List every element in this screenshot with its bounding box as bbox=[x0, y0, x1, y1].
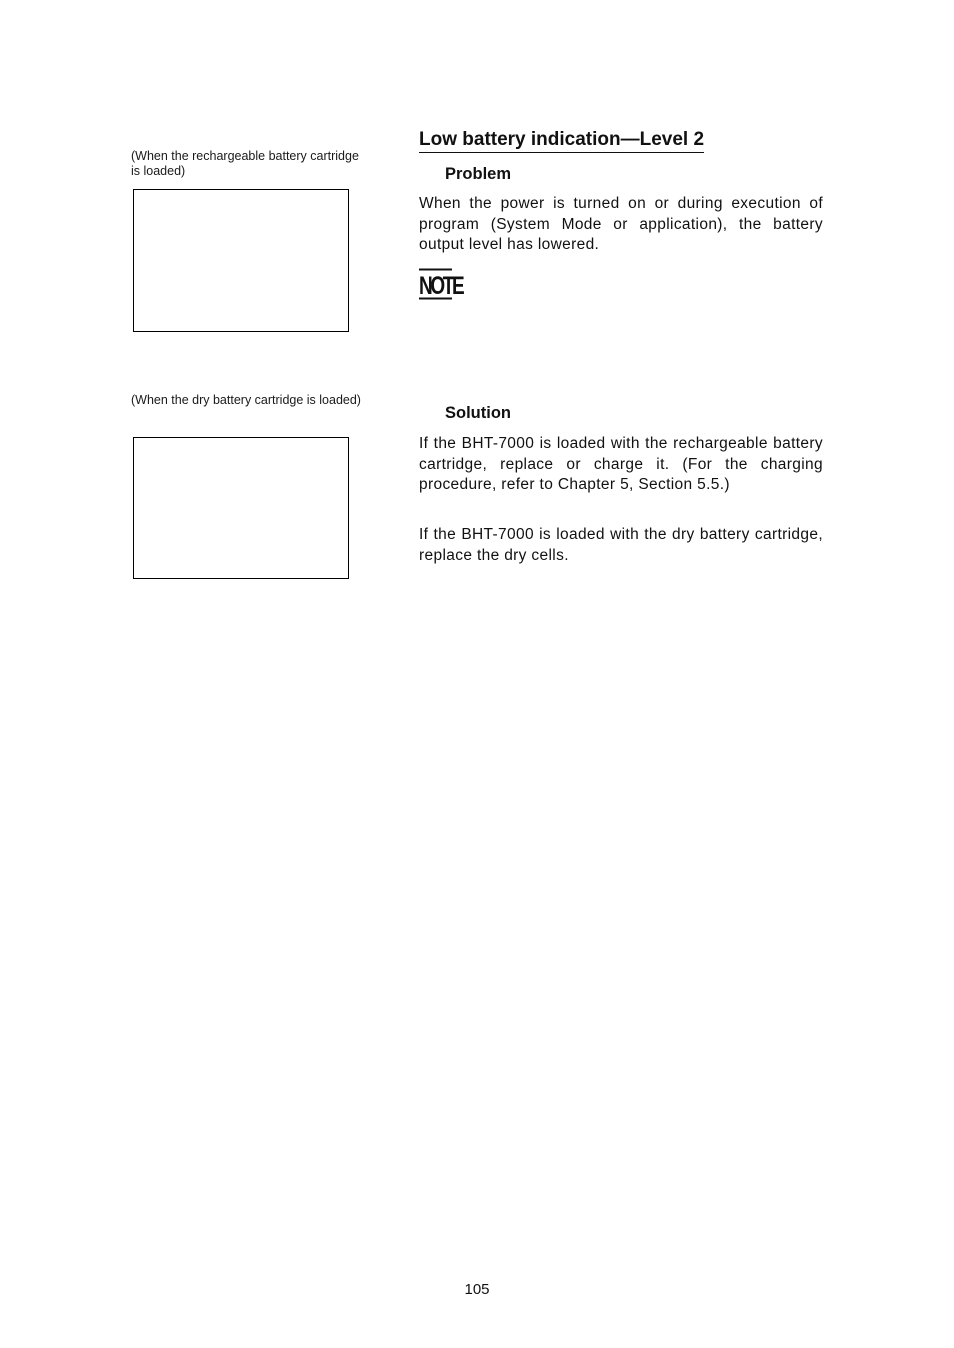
screen-figure-rechargeable bbox=[133, 189, 349, 332]
problem-heading: Problem bbox=[445, 165, 512, 183]
note-icon bbox=[419, 268, 463, 300]
problem-paragraph: When the power is turned on or during execution of program (System Mode or application), the battery output level has lowered. bbox=[419, 195, 823, 253]
solution-heading: Solution bbox=[445, 404, 511, 422]
screen-figure-dry-battery bbox=[133, 437, 349, 579]
figure-caption-rechargeable: (When the rechargeable battery cartridge is loaded) bbox=[131, 149, 359, 178]
svg-text:NOTE: NOTE bbox=[419, 271, 463, 300]
section-title: Low battery indication—Level 2 bbox=[419, 128, 704, 153]
solution-paragraph-dry-battery: If the BHT-7000 is loaded with the dry battery cartridge, replace the dry cells. bbox=[419, 526, 823, 564]
page-number: 105 bbox=[464, 1281, 490, 1298]
solution-paragraph-rechargeable: If the BHT-7000 is loaded with the rechargeable battery cartridge, replace or charge it. (For the charging procedure, refer to Chapter 5, Section 5.5.) bbox=[419, 435, 823, 493]
figure-caption-dry-battery: (When the dry battery cartridge is loaded) bbox=[131, 393, 361, 407]
